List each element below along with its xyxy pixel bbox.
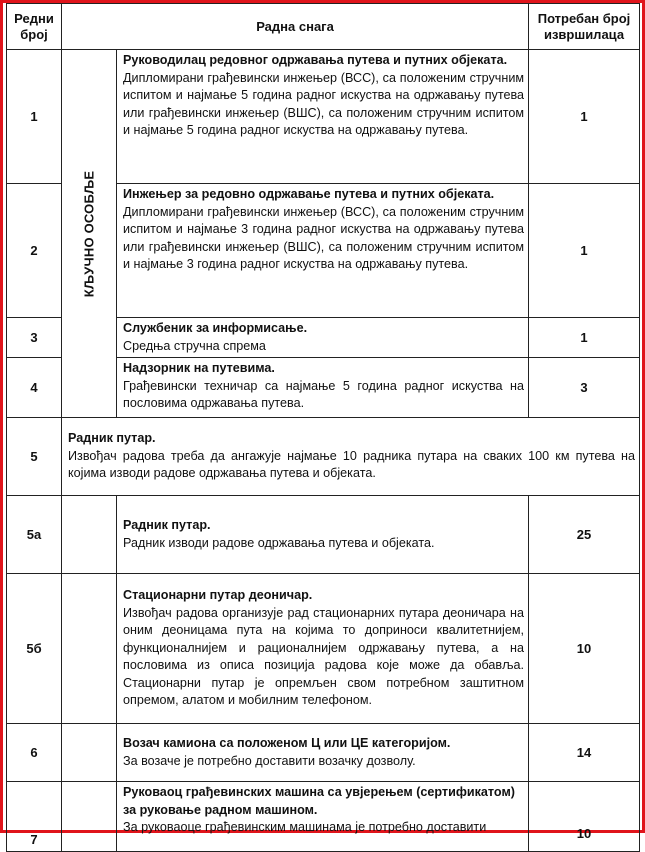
row-desc xyxy=(117,358,529,418)
table-row xyxy=(7,418,640,496)
row-title: Стационарни путар деоничар. xyxy=(123,588,313,603)
row-body: Средња стручна спрема xyxy=(123,338,266,353)
empty-cell xyxy=(62,724,117,782)
row-desc xyxy=(117,50,529,184)
header-count: Потребан број извршилаца xyxy=(529,4,640,50)
row-body: Дипломирани грађевински инжењер (ВСС), са положеним стручним испитом и најмање 3 година радног искуства на одржавању путева или грађевински инжењер (ВШС), са положеним стручним испитом и најмање 3 година радног искуства на одржавању путева. xyxy=(123,204,525,271)
row-count: 10 xyxy=(529,574,640,724)
row-title: Радник путар. xyxy=(68,431,156,446)
group-label-cell xyxy=(62,50,117,418)
row-desc xyxy=(117,496,529,574)
row-body: Грађевински техничар са најмање 5 година радног искуства на пословима одржавања путева. xyxy=(123,378,525,410)
row-count: 10 xyxy=(529,782,640,852)
row-count: 1 xyxy=(529,50,640,184)
table-row xyxy=(7,50,640,184)
row-desc xyxy=(117,724,529,782)
row-num: 5б xyxy=(7,574,62,724)
row-body: Дипломирани грађевински инжењер (ВСС), са положеним стручним испитом и најмање 5 година радног искуства на одржавању путева или грађевински инжењер (ВШС), са положеним стручним испитом и најмање 5 година радног искуства на одржавању путева. xyxy=(123,70,525,137)
empty-cell xyxy=(62,574,117,724)
row-num: 7 xyxy=(7,782,62,852)
header-work: Радна снага xyxy=(62,4,529,50)
row-title: Службеник за информисање. xyxy=(123,321,308,335)
row-count: 14 xyxy=(529,724,640,782)
row-desc xyxy=(117,184,529,318)
row-num: 3 xyxy=(7,318,62,358)
row-count: 1 xyxy=(529,318,640,358)
row-body: За руковаоце грађевинским машинама је потребно доставити xyxy=(123,820,487,834)
row-body: Извођач радова треба да ангажује најмање 10 радника путара на сваких 100 км путева на којима изводи радове одржавања путева и објеката. xyxy=(68,448,636,481)
row-desc xyxy=(117,318,529,358)
row-count: 3 xyxy=(529,358,640,418)
table-row xyxy=(7,724,640,782)
empty-cell xyxy=(62,496,117,574)
table-row xyxy=(7,574,640,724)
row-count: 1 xyxy=(529,184,640,318)
row-title: Инжењер за редовно одржавање путева и путних објеката. xyxy=(123,187,495,201)
row-title: Радник путар. xyxy=(123,518,211,532)
row-count: 25 xyxy=(529,496,640,574)
header-row xyxy=(7,4,640,50)
row-num: 1 xyxy=(7,50,62,184)
row-body: Радник изводи радове одржавања путева и објеката. xyxy=(123,535,435,550)
table-row xyxy=(7,782,640,852)
row-num: 4 xyxy=(7,358,62,418)
row-num: 5а xyxy=(7,496,62,574)
row-desc xyxy=(62,418,640,496)
row-num: 5 xyxy=(7,418,62,496)
row-title: Руковаоц грађевинских машина са увјерењем (сертификатом) за руковање радном машином. xyxy=(123,785,515,817)
workforce-table xyxy=(6,3,640,852)
empty-cell xyxy=(62,782,117,852)
row-title: Надзорник на путевима. xyxy=(123,361,275,375)
row-desc xyxy=(117,574,529,724)
row-body: За возаче је потребно доставити возачку дозволу. xyxy=(123,753,416,768)
row-title: Возач камиона са положеном Ц или ЦЕ категоријом. xyxy=(123,736,451,750)
row-title: Руководилац редовног одржавања путева и путних објеката. xyxy=(123,53,508,67)
row-desc xyxy=(117,782,529,852)
row-body: Извођач радова организује рад стационарних путара деоничара на оним деоницама пута на којима то доприноси квалитетнијем, функционалнијем и рационалнијем одржавању путева, а на пословима из описа позиција радова које може да обавља. Стационарни путар је опремљен свом потребном заштитном опремом, алатом и мобилним телефоном. xyxy=(123,605,525,708)
table-row xyxy=(7,496,640,574)
header-num: Редни број xyxy=(7,4,62,50)
row-num: 2 xyxy=(7,184,62,318)
group-label: КЉУЧНО ОСОБЉЕ xyxy=(81,170,97,297)
row-num: 6 xyxy=(7,724,62,782)
